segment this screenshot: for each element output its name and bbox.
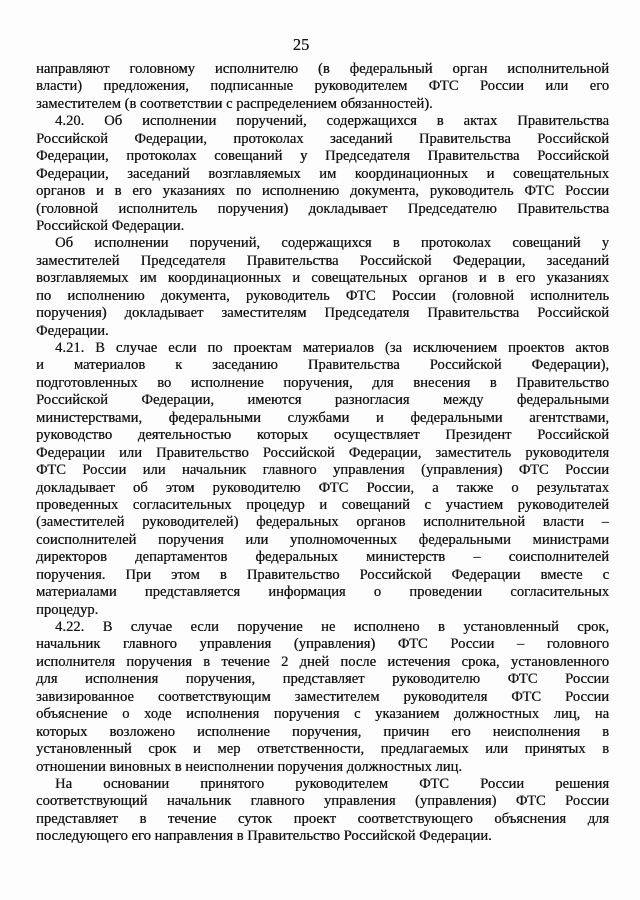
text-line: исполнителя поручения в течение 2 дней после истечения срока, установленного	[36, 653, 609, 670]
paragraph	[36, 776, 609, 846]
text-line: по исполнению документа, руководитель ФТС России (головной исполнитель	[36, 287, 609, 304]
page-number: 25	[292, 35, 310, 54]
text-line: Российской Федерации, протоколах заседаний Правительства Российской	[36, 130, 609, 147]
text-line: возглавляемых им координационных и совещательных органов и в его указаниях	[36, 270, 609, 287]
text-line: проведенных согласительных процедур и совещаний с участием руководителей	[36, 496, 609, 513]
text-line: соответствующий начальник главного управления (управления) ФТС России	[36, 793, 609, 810]
text-line: Об исполнении поручений, содержащихся в протоколах совещаний у	[55, 235, 609, 252]
text-line: 4.20. Об исполнении поручений, содержащихся в актах Правительства	[55, 113, 609, 130]
text-line: направляют головному исполнителю (в федеральный орган исполнительной	[36, 61, 609, 77]
document-body	[36, 61, 609, 846]
text-line: 4.22. В случае если поручение не исполнено в установленный срок,	[55, 619, 609, 635]
text-line: власти) предложения, подписанные руководителем ФТС России или его	[36, 78, 609, 95]
text-line: докладывает об этом руководителю ФТС России, а также о результатах	[36, 479, 609, 496]
text-line: (заместителей руководителей) федеральных органов исполнительной власти –	[36, 514, 609, 531]
text-line: объяснение о ходе исполнения поручения с указанием должностных лиц, на	[36, 706, 609, 723]
text-line: соисполнителей поручения или уполномоченных федеральными министрами	[36, 531, 609, 548]
paragraph	[36, 113, 609, 235]
text-line: начальник главного управления (управления) ФТС России – головного	[36, 636, 609, 653]
text-line: которых возложено исполнение поручения, причин его неисполнения в	[36, 723, 609, 740]
text-line: заместителем (в соответствии с распределением обязанностей).	[36, 95, 433, 112]
text-line: отношении виновных в неисполнении поручения должностных лиц.	[36, 758, 462, 775]
text-line: 4.21. В случае если по проектам материалов (за исключением проектов актов	[55, 340, 609, 356]
text-line: министерствами, федеральными службами и федеральными агентствами,	[36, 409, 609, 426]
paragraph	[36, 61, 609, 113]
text-line: Федерации или Правительство Российской Федерации, заместитель руководителя	[36, 444, 609, 461]
paragraph	[36, 235, 609, 340]
text-line: поручения. При этом в Правительство Российской Федерации вместе с	[36, 566, 609, 583]
text-line: ФТС России или начальник главного управления (управления) ФТС России	[36, 462, 609, 479]
text-line: завизированное соответствующим заместителем руководителя ФТС России	[36, 688, 609, 705]
text-line: установленный срок и мер ответственности, предлагаемых или принятых в	[36, 741, 609, 758]
text-line: Федерации, протоколах совещаний у Председателя Правительства Российской	[36, 148, 609, 165]
text-line: представляет в течение суток проект соответствующего объяснения для	[36, 810, 609, 827]
text-line: материалами представляется информация о проведении согласительных	[36, 584, 609, 601]
text-line: процедур.	[36, 601, 99, 618]
text-line: (головной исполнитель поручения) докладывает Председателю Правительства	[36, 200, 609, 217]
text-line: поручения) докладывает заместителям Председателя Правительства Российской	[36, 305, 609, 322]
text-line: Российской Федерации.	[36, 217, 185, 234]
paragraph	[36, 340, 609, 619]
text-line: Федерации, заседаний возглавляемых им координационных и совещательных	[36, 165, 609, 182]
text-line: подготовленных во исполнение поручения, для внесения в Правительство	[36, 374, 609, 391]
text-line: для исполнения поручения, представляет руководителю ФТС России	[36, 671, 609, 688]
text-line: На основании принятого руководителем ФТС России решения	[55, 775, 609, 792]
paragraph	[36, 619, 609, 776]
text-line: органов и в его указаниях по исполнению документа, руководитель ФТС России	[36, 183, 609, 200]
text-line: заместителей Председателя Правительства Российской Федерации, заседаний	[36, 252, 609, 269]
text-line: Федерации.	[36, 322, 109, 339]
text-line: руководство деятельностью которых осуществляет Президент Российской	[36, 427, 609, 444]
text-line: последующего его направления в Правительство Российской Федерации.	[36, 828, 492, 845]
text-line: директоров департаментов федеральных министерств – соисполнителей	[36, 549, 609, 566]
text-line: и материалов к заседанию Правительства Российской Федерации),	[36, 357, 609, 374]
text-line: Российской Федерации, имеются разногласия между федеральными	[36, 392, 609, 409]
